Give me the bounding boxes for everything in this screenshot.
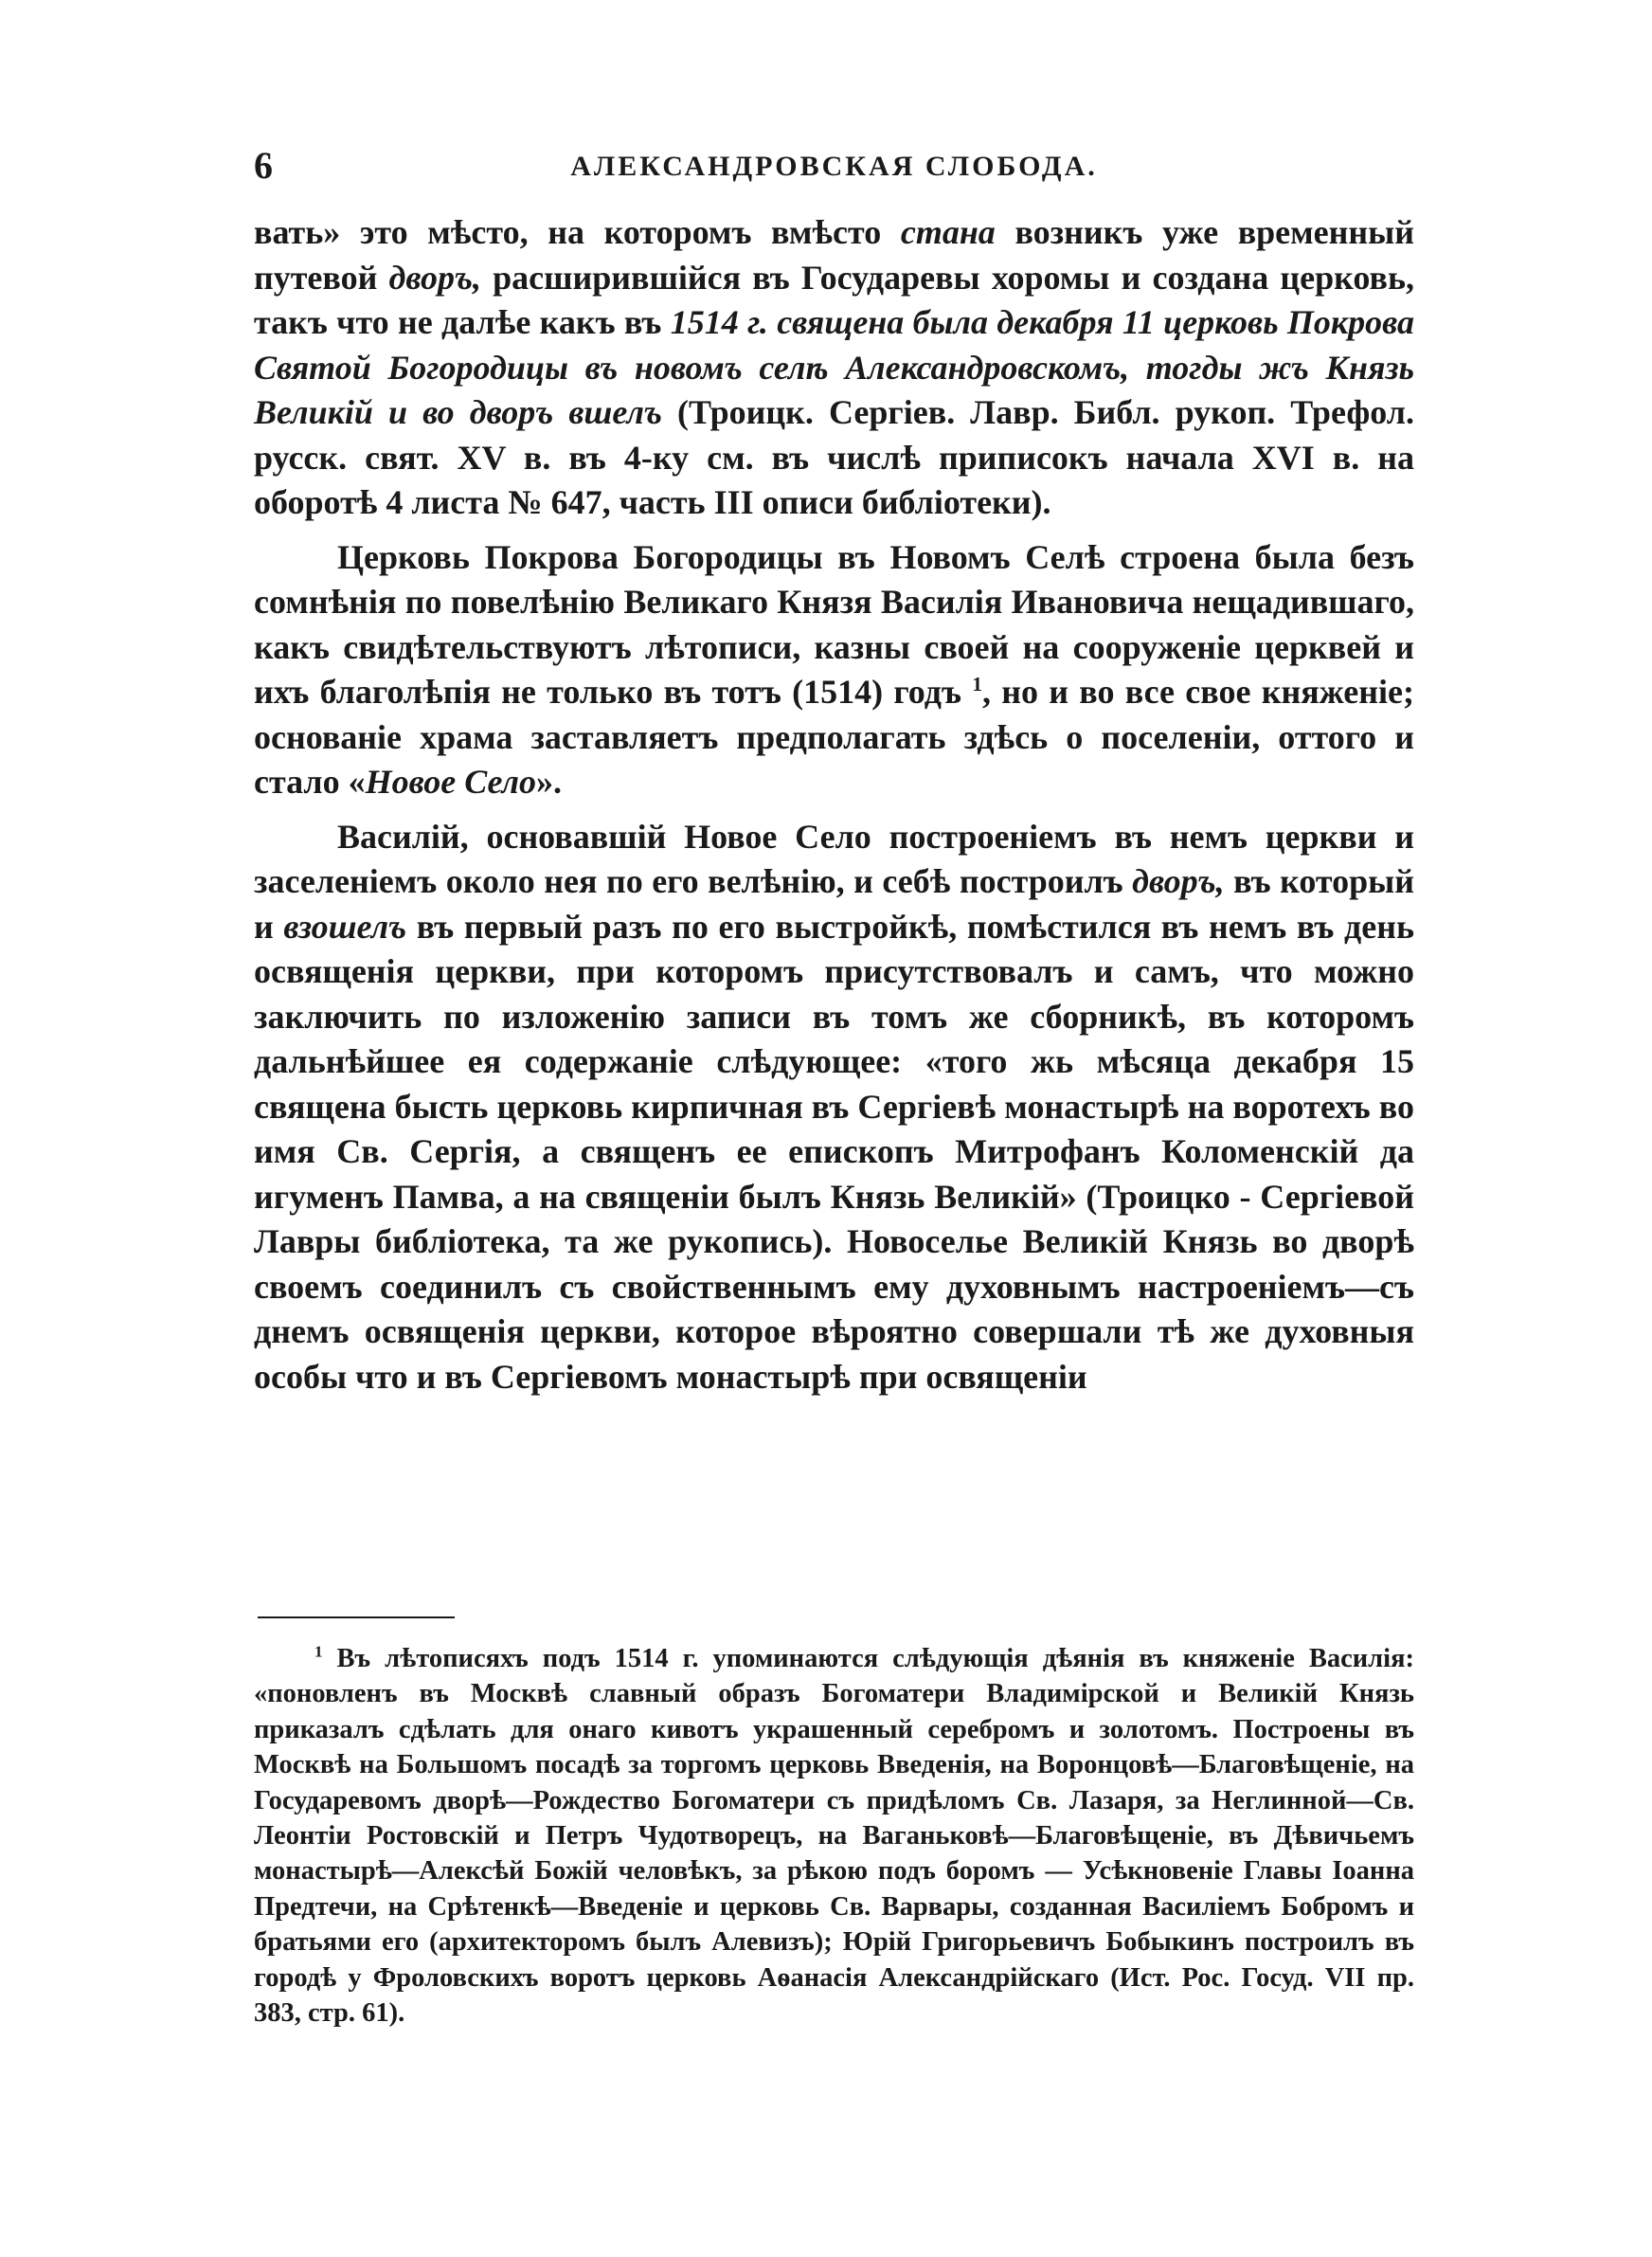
italic-term: взошелъ — [283, 907, 407, 946]
footnote-reference[interactable]: 1 — [972, 673, 983, 695]
main-text — [254, 210, 1414, 1409]
footnote-divider — [258, 1616, 455, 1618]
footnote-text: $^1$ Въ лѣтописяхъ подъ 1514 г. упоминаются слѣдующія дѣянія въ княженіе Василія: «поновленъ въ Москвѣ славный образъ Богоматери Владимірской и Великій Князь приказалъ сдѣлать для онаго кивотъ украшенный серебромъ и золотомъ. Построены въ Москвѣ на Большомъ посадѣ за торгомъ церковь Введенія, на Воронцовѣ—Благовѣщеніе, на Государевомъ дворѣ—Рождество Богоматери съ придѣломъ Св. Лазаря, за Неглинной—Св. Леонтіи Ростовскій и Петръ Чудотворецъ, на Ваганьковѣ—Благовѣщеніе, въ Дѣвичьемъ монастырѣ—Алексѣй Божій человѣкъ, за рѣкою подъ боромъ — Усѣкновеніе Главы Іоанна Предтечи, на Срѣтенкѣ—Введеніе и церковь Св. Варвары, созданная Василіемъ Бобромъ и братьями его (архитекторомъ былъ Алевизъ); Юрій Григорьевичъ Бобыкинъ построилъ въ городѣ у Фроловскихъ воротъ церковь Аѳанасія Александрійскаго (Ист. Рос. Госуд. VII пр. 383, стр. 61). — [254, 1642, 1414, 2029]
italic-quote: 1514 г. священа была декабря 11 церковь Покрова Святой Богородицы въ новомъ селѣ Александровскомъ, тогды жъ Князь Великій и во дворъ вшелъ — [254, 303, 1414, 431]
paragraph-1: вать» это мѣсто, на которомъ вмѣсто стана возникъ уже временный путевой дворъ, расширившійся въ Государевы хоромы и создана церковь, такъ что не далѣе какъ въ 1514 г. священа была декабря 11 церковь Покрова Святой Богородицы въ новомъ селѣ Александровскомъ, тогды жъ Князь Великій и во дворъ вшелъ (Троицк. Сергіев. Лавр. Библ. рукоп. Трефол. русск. свят. XV в. въ 4-ку см. въ числѣ приписокъ начала XVI в. на оборотѣ 4 листа № 647, часть III описи библіотеки). — [254, 213, 1414, 521]
italic-term: дворъ, — [1132, 862, 1225, 900]
page-header — [254, 142, 1414, 190]
footnote — [254, 1641, 1414, 2031]
italic-term: стана — [900, 213, 996, 251]
italic-term: Новое Село — [365, 763, 537, 801]
running-title: АЛЕКСАНДРОВСКАЯ СЛОБОДА. — [570, 151, 1098, 182]
page-number: 6 — [254, 144, 273, 187]
paragraph-2: Церковь Покрова Богородицы въ Новомъ Селѣ строена была безъ сомнѣнія по повелѣнію Великаго Князя Василія Ивановича нещадившаго, какъ свидѣтельствуютъ лѣтописи, казны своей на сооруженіе церквей и ихъ благолѣпія не только въ тотъ (1514) годъ $^1$, но и во все свое княженіе; основаніе храма заставляетъ предполагать здѣсь о поселеніи, оттого и стало «Новое Село». — [254, 537, 1414, 801]
paragraph-3: Василій, основавшій Новое Село построеніемъ въ немъ церкви и заселеніемъ около нея по его велѣнію, и себѣ построилъ дворъ, въ который и взошелъ въ первый разъ по его выстройкѣ, помѣстился въ немъ въ день освященія церкви, при которомъ присутствовалъ и самъ, что можно заключить по изложенію записи въ томъ же сборникѣ, въ которомъ дальнѣйшее ея содержаніе слѣдующее: «того жь мѣсяца декабря 15 священа бысть церковь кирпичная въ Сергіевѣ монастырѣ на воротехъ во имя Св. Сергія, а священъ ее епископъ Митрофанъ Коломенскій да игуменъ Памва, а на священіи былъ Князь Великій» (Троицко - Сергіевой Лавры библіотека, та же рукопись). Новоселье Великій Князь во дворѣ своемъ соединилъ съ свойственнымъ ему духовнымъ настроеніемъ—съ днемъ освященія церкви, которое вѣроятно совершали тѣ же духовныя особы что и въ Сергіевомъ монастырѣ при освященіи — [254, 817, 1415, 1396]
footnote-marker: 1 — [314, 1642, 323, 1661]
italic-term: дворъ, — [388, 258, 481, 297]
